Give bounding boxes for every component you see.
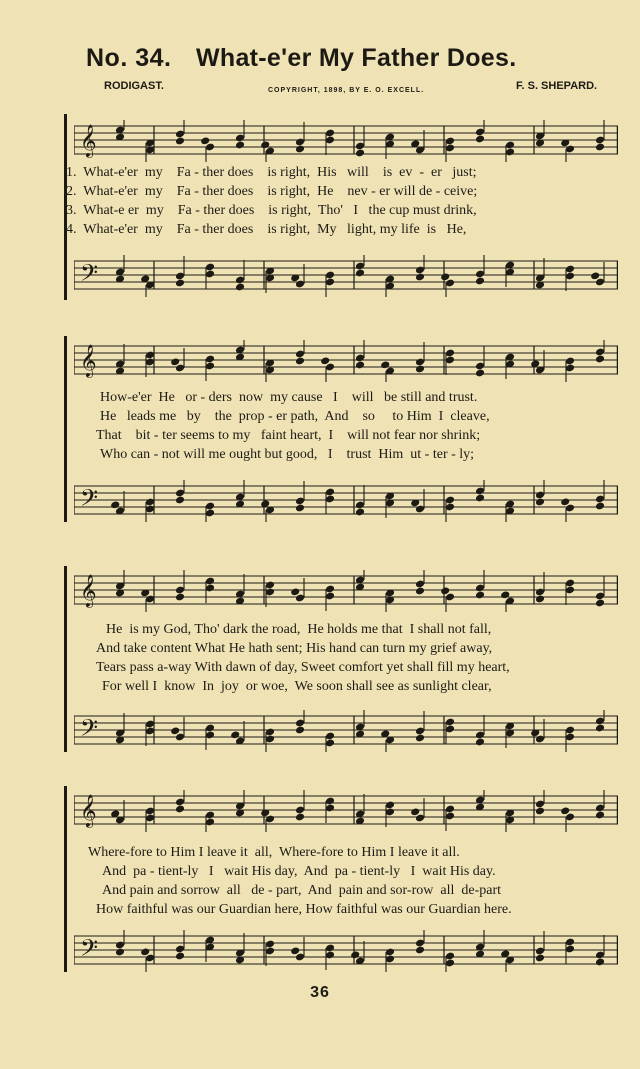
page-number: 36 (310, 984, 330, 1001)
verse-line: Who can - not will me ought but good, I trust Him ut - ter - ly; (100, 447, 475, 462)
arranger-credit: F. S. SHEPARD. (516, 80, 598, 92)
verse-line: 1. What-e'er my Fa - ther does is right, His will is ev - er just; (66, 165, 477, 180)
verse-line: 3. What-e er my Fa - ther does is right, Tho' I the cup must drink, (66, 203, 477, 218)
bass-staff (74, 255, 618, 297)
bass-staff (74, 480, 618, 522)
verse-line: How-e'er He or - ders now my cause I will be still and trust. (100, 390, 478, 405)
verse-line: Where-fore to Him I leave it all, Where-fore to Him I leave it all. (88, 845, 460, 860)
treble-staff (74, 790, 618, 832)
bass-staff (74, 710, 618, 752)
svg-text:𝄢: 𝄢 (80, 259, 99, 292)
verse-line: Tears pass a-way With dawn of day, Sweet comfort yet shall fill my heart, (96, 660, 510, 675)
svg-text:𝄢: 𝄢 (80, 484, 99, 517)
hymn-header (0, 40, 640, 80)
verse-line: And pa - tient-ly I wait His day, And pa - tient-ly I wait His day. (102, 864, 496, 879)
bass-staff (74, 930, 618, 972)
system-brace (64, 786, 73, 972)
verse-line: 4. What-e'er my Fa - ther does is right, My light, my life is He, (66, 222, 467, 237)
hymn-title: What-e'er My Father Does. (196, 44, 517, 72)
verse-line: How faithful was our Guardian here, How faithful was our Guardian here. (96, 902, 512, 917)
treble-staff (74, 120, 618, 162)
music-system-4 (66, 780, 616, 975)
svg-text:𝄞: 𝄞 (80, 124, 97, 157)
treble-staff (74, 570, 618, 612)
copyright-notice: COPYRIGHT, 1898, BY E. O. EXCELL. (268, 87, 425, 94)
system-brace (64, 336, 73, 522)
music-system-2 (66, 330, 616, 525)
svg-text:𝄞: 𝄞 (80, 574, 97, 607)
tune-name: RODIGAST. (104, 80, 164, 92)
verse-line: And pain and sorrow all de - part, And pain and sor-row all de-part (102, 883, 501, 898)
svg-text:𝄢: 𝄢 (80, 714, 99, 747)
verse-line: That bit - ter seems to my faint heart, I will not fear nor shrink; (96, 428, 481, 443)
svg-text:𝄞: 𝄞 (80, 794, 97, 827)
verse-line: 2. What-e'er my Fa - ther does is right, He nev - er will de - ceive; (66, 184, 478, 199)
system-brace (64, 566, 73, 752)
verse-line: For well I know In joy or woe, We soon shall see as sunlight clear, (102, 679, 492, 694)
verse-line: He is my God, Tho' dark the road, He holds me that I shall not fall, (106, 622, 492, 637)
hymn-number: No. 34. (86, 44, 172, 72)
verse-line: He leads me by the prop - er path, And so to Him I cleave, (100, 409, 490, 424)
verse-line: And take content What He hath sent; His hand can turn my grief away, (96, 641, 493, 656)
music-system-3 (66, 560, 616, 755)
music-system-1 (66, 108, 616, 303)
treble-staff (74, 340, 618, 382)
svg-text:𝄞: 𝄞 (80, 344, 97, 377)
svg-text:𝄢: 𝄢 (80, 934, 99, 967)
